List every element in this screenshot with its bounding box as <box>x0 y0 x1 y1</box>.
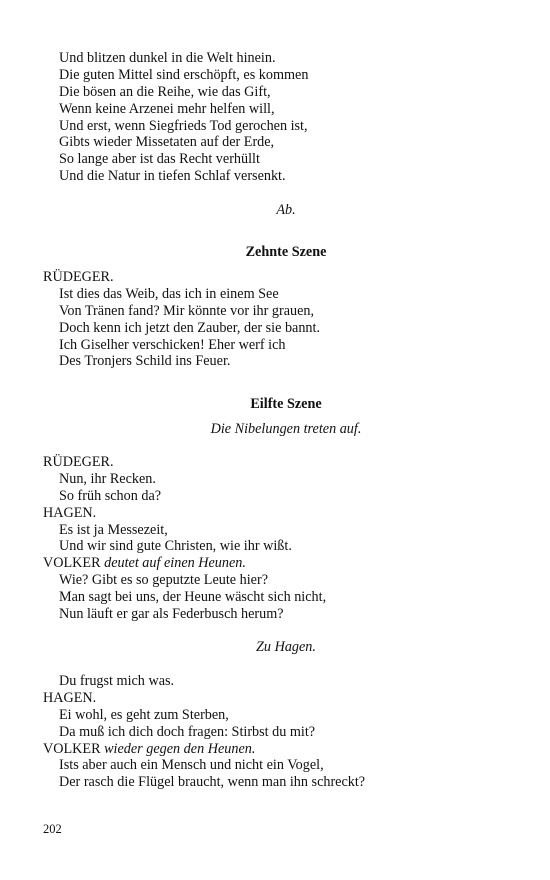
speaker-name: HAGEN. <box>43 504 97 521</box>
scene-ten-dialogue <box>0 269 550 370</box>
verse-line: Und die Natur in tiefen Schlaf versenkt. <box>59 168 286 185</box>
verse-line: So lange aber ist das Recht verhüllt <box>59 151 260 168</box>
scene-title: Zehnte Szene <box>245 244 327 260</box>
scene-eleven-dialogue-continued <box>0 673 550 791</box>
speaker-with-direction <box>0 555 550 572</box>
verse-line: Nun, ihr Recken. <box>59 470 156 487</box>
scene-ten-heading-block <box>0 244 550 261</box>
verse-line: Ich Giselher verschicken! Eher werf ich <box>59 336 286 353</box>
to-hagen-direction-block <box>0 639 550 656</box>
speaker-name: RÜDEGER. <box>43 454 114 470</box>
stage-direction-aside: Zu Hagen. <box>256 639 316 655</box>
verse-line: Du frugst mich was. <box>59 673 175 689</box>
verse-line: Von Tränen fand? Mir könnte vor ihr grauen, <box>59 302 315 319</box>
verse-line: Der rasch die Flügel braucht, wenn man ihn schreckt? <box>59 774 366 791</box>
speaker-name: VOLKER <box>43 740 101 757</box>
verse-line: Des Tronjers Schild ins Feuer. <box>59 353 231 370</box>
verse-line: Die bösen an die Reihe, wie das Gift, <box>59 83 271 100</box>
verse-line: Es ist ja Messezeit, <box>59 521 168 538</box>
scene-eleven-dialogue <box>0 454 550 623</box>
speaker-name: VOLKER <box>43 555 101 572</box>
stage-direction-exit: Ab. <box>276 202 296 218</box>
scene-eleven-heading-block <box>0 396 550 413</box>
verse-line: Man sagt bei uns, der Heune wäscht sich nicht, <box>59 589 327 606</box>
inline-stage-direction: wieder gegen den Heunen. <box>104 740 256 757</box>
verse-line: Wie? Gibt es so geputzte Leute hier? <box>59 572 269 589</box>
verse-line: Nun läuft er gar als Federbusch herum? <box>59 606 284 623</box>
verse-line: Ei wohl, es geht zum Sterben, <box>59 706 229 723</box>
verse-line: Wenn keine Arzenei mehr helfen will, <box>59 100 275 117</box>
verse-line: Und erst, wenn Siegfrieds Tod gerochen ist, <box>59 117 308 134</box>
scene-eleven-direction-block <box>0 421 550 438</box>
verse-line: Gibts wieder Missetaten auf der Erde, <box>59 134 275 151</box>
scene-title: Eilfte Szene <box>250 396 322 412</box>
verse-line: So früh schon da? <box>59 487 162 504</box>
verse-line: Ists aber auch ein Mensch und nicht ein Vogel, <box>59 757 324 774</box>
verse-line: Ist dies das Weib, das ich in einem See <box>59 285 279 302</box>
stage-direction-entrance: Die Nibelungen treten auf. <box>210 421 362 437</box>
verse-continuation <box>0 50 550 185</box>
exit-direction-block <box>0 202 550 219</box>
speaker-with-direction <box>0 741 550 758</box>
verse-line: Doch kenn ich jetzt den Zauber, der sie bannt. <box>59 319 321 336</box>
speaker-name: HAGEN. <box>43 689 97 706</box>
verse-line: Und wir sind gute Christen, wie ihr wißt. <box>59 538 292 555</box>
verse-line: Da muß ich dich doch fragen: Stirbst du mit? <box>59 723 316 740</box>
verse-line: Die guten Mittel sind erschöpft, es kommen <box>59 66 309 83</box>
inline-stage-direction: deutet auf einen Heunen. <box>104 555 246 572</box>
speaker-name: RÜDEGER. <box>43 269 114 285</box>
page-number: 202 <box>43 822 62 836</box>
verse-line: Und blitzen dunkel in die Welt hinein. <box>59 50 276 66</box>
